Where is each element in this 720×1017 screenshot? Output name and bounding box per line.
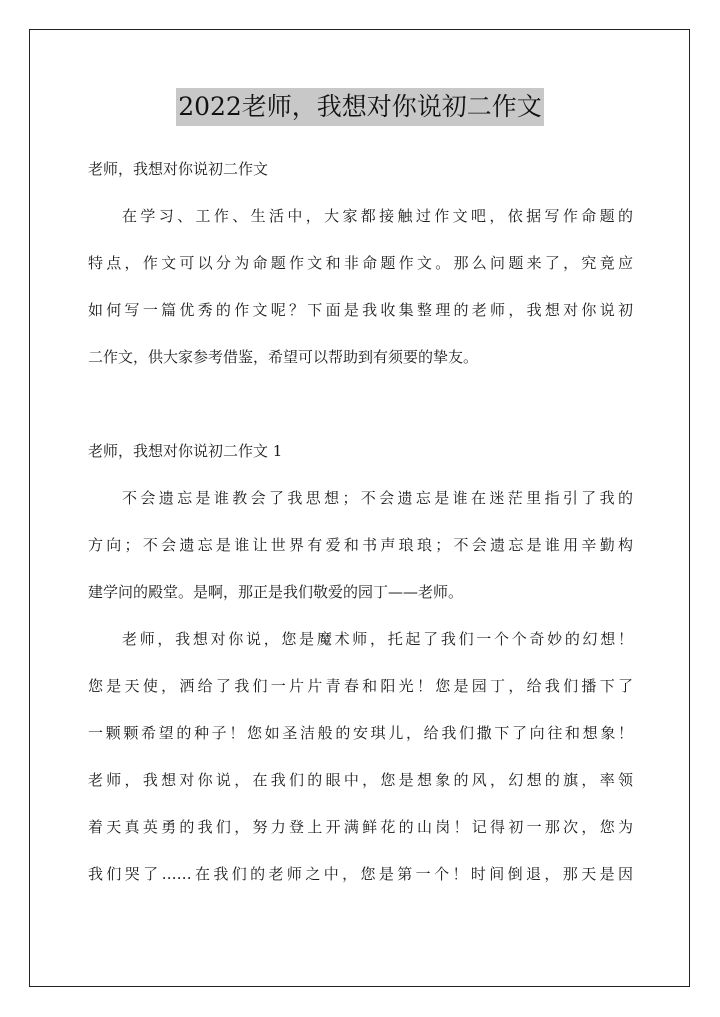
text-line: 如何写一篇优秀的作文呢？下面是我收集整理的老师，我想对你说初 [88,301,633,319]
text-line: 老师，我想对你说，在我们的眼中，您是想象的风，幻想的旗，率领 [88,771,633,789]
text-line: 二作文，供大家参考借鉴，希望可以帮助到有须要的挚友。 [88,348,479,366]
text-line: 老师，我想对你说，您是魔术师，托起了我们一个个奇妙的幻想！ [122,630,633,648]
text-line: 我们哭了……在我们的老师之中，您是第一个！时间倒退，那天是因 [88,865,633,883]
title-wrap [0,88,720,126]
text-line: 建学问的殿堂。是啊，那正是我们敬爱的园丁——老师。 [88,583,464,601]
text-line: 着天真英勇的我们，努力登上开满鲜花的山岗！记得初一那次，您为 [88,818,633,836]
text-line: 您是天使，洒给了我们一片片青春和阳光！您是园丁，给我们播下了 [88,677,633,695]
text-line: 一颗颗希望的种子！您如圣洁般的安琪儿，给我们撒下了向往和想象！ [88,724,633,742]
section-heading: 老师，我想对你说初二作文 1 [88,442,283,460]
text-line: 在学习、工作、生活中，大家都接触过作文吧，依据写作命题的 [122,207,633,225]
text-line: 特点，作文可以分为命题作文和非命题作文。那么问题来了，究竟应 [88,254,633,272]
text-line: 不会遗忘是谁教会了我思想；不会遗忘是谁在迷茫里指引了我的 [122,489,633,507]
document-title: 2022老师，我想对你说初二作文 [176,88,544,126]
text-line: 方向；不会遗忘是谁让世界有爱和书声琅琅；不会遗忘是谁用辛勤构 [88,536,633,554]
section-heading: 老师，我想对你说初二作文 [88,160,269,178]
